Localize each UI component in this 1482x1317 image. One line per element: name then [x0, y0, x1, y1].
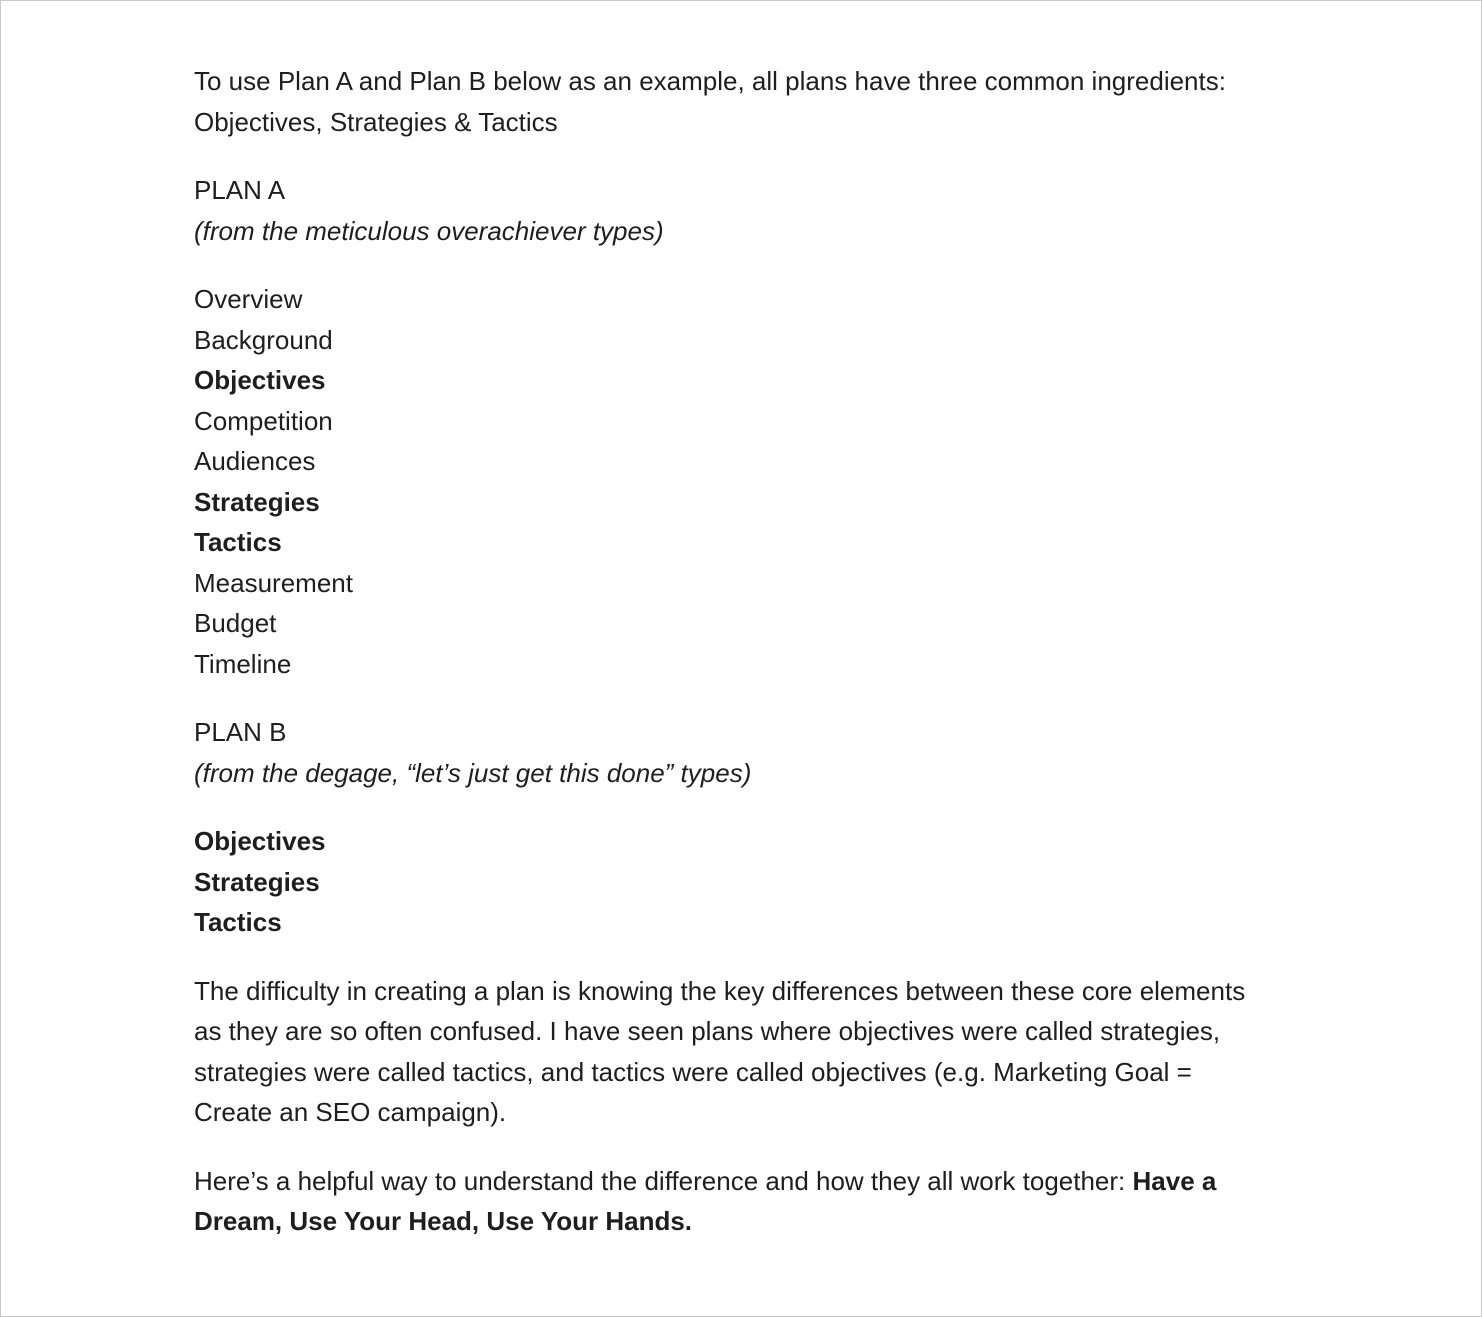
plan-b-subtitle: (from the degage, “let’s just get this done” types) — [194, 757, 752, 788]
difficulty-line-1: The difficulty in creating a plan is knowing the key differences between these core elements — [194, 975, 1246, 1006]
plan-a-item-tactics: Tactics — [194, 527, 282, 557]
difficulty-line-4: Create an SEO campaign). — [194, 1097, 507, 1127]
difficulty-line-2: as they are so often confused. I have seen plans where objectives were called strategies, — [194, 1016, 1221, 1046]
intro-line-2: Objectives, Strategies & Tactics — [194, 106, 558, 137]
plan-a-item-timeline: Timeline — [194, 648, 292, 679]
plan-b-item-tactics: Tactics — [194, 907, 282, 937]
plan-b-item-objectives: Objectives — [194, 826, 326, 856]
plan-a-title: PLAN A — [194, 175, 286, 205]
helpful-bold-part-1: Have a — [1132, 1165, 1217, 1196]
helpful-line-1 — [194, 1161, 1294, 1202]
plan-a-list — [194, 279, 1294, 684]
plan-b-item-strategies: Strategies — [194, 866, 320, 897]
document-content — [194, 61, 1294, 1270]
plan-a-item-objectives: Objectives — [194, 365, 326, 395]
plan-a-item-measurement: Measurement — [194, 567, 353, 598]
plan-b-heading — [194, 712, 1294, 793]
plan-a-item-competition: Competition — [194, 405, 333, 436]
helpful-paragraph — [194, 1161, 1294, 1242]
plan-a-item-budget: Budget — [194, 608, 277, 638]
plan-a-item-background: Background — [194, 324, 333, 355]
intro-paragraph — [194, 61, 1294, 142]
plan-a-item-strategies: Strategies — [194, 486, 320, 517]
plan-a-item-overview: Overview — [194, 284, 303, 314]
plan-b-list — [194, 821, 1294, 943]
plan-a-subtitle: (from the meticulous overachiever types) — [194, 215, 664, 246]
plan-b-title: PLAN B — [194, 717, 287, 747]
intro-line-1: To use Plan A and Plan B below as an example, all plans have three common ingredients: — [194, 66, 1226, 96]
helpful-text: Here’s a helpful way to understand the difference and how they all work together: — [194, 1165, 1133, 1196]
difficulty-paragraph — [194, 971, 1294, 1133]
plan-a-heading — [194, 170, 1294, 251]
plan-a-item-audiences: Audiences — [194, 446, 316, 476]
helpful-bold-part-2: Dream, Use Your Head, Use Your Hands. — [194, 1206, 693, 1236]
difficulty-line-3: strategies were called tactics, and tactics were called objectives (e.g. Marketing Goal = — [194, 1056, 1192, 1087]
